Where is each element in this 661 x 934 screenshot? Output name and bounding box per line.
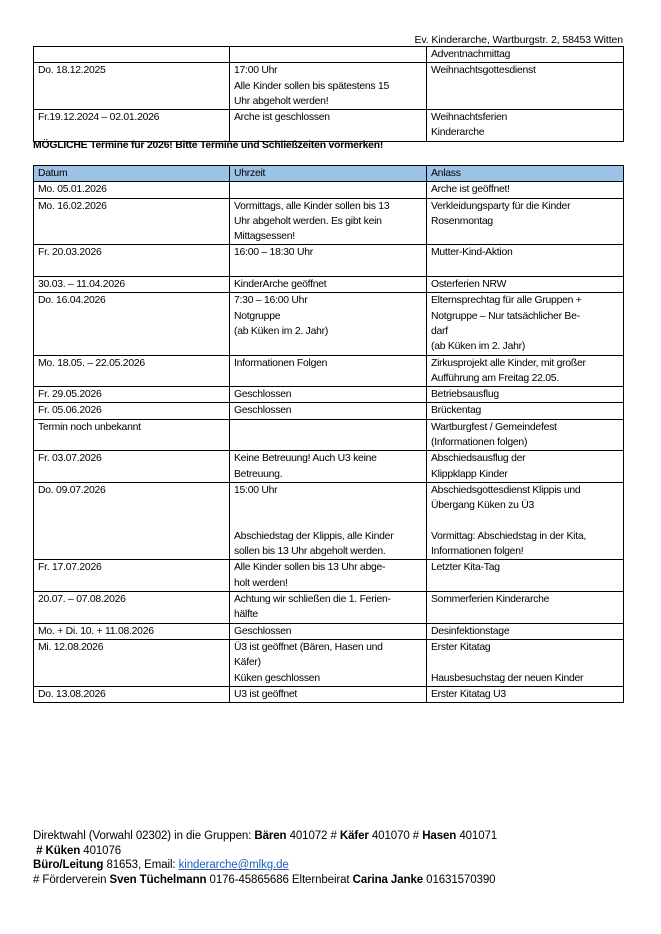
- cell-text: sollen bis 13 Uhr abgeholt werden.: [234, 546, 386, 558]
- cell-uhrzeit: [230, 387, 427, 403]
- column-header-uhrzeit: Uhrzeit: [230, 166, 427, 182]
- cell-uhrzeit: [230, 63, 427, 110]
- cell-text: Kinderarche: [431, 127, 485, 139]
- cell-anlass: [427, 560, 624, 592]
- table-row: [34, 560, 624, 592]
- column-header-anlass: Anlass: [427, 166, 624, 182]
- cell-text: Desinfektionstage: [431, 625, 510, 637]
- office-label: Büro/Leitung: [33, 859, 104, 872]
- cell-uhrzeit: [230, 47, 427, 63]
- cell-text: Küken geschlossen: [234, 672, 320, 684]
- cell-text: Mo. 05.01.2026: [38, 184, 107, 196]
- cell-text: Arche ist geschlossen: [234, 112, 330, 124]
- direct-dial-label: Direktwahl (Vorwahl 02302) in die Gruppen:: [33, 830, 255, 842]
- cell-uhrzeit: [230, 560, 427, 592]
- email-label: , Email:: [137, 859, 179, 872]
- schedule-table-2025: [33, 46, 624, 142]
- cell-datum: [34, 592, 230, 624]
- section-heading: MÖGLICHE Termine für 2026! Bitte Termine und Schließzeiten vormerken!: [33, 140, 384, 151]
- cell-text: Sommerferien Kinderarche: [431, 594, 550, 606]
- cell-text: Abschiedsausflug der: [431, 453, 526, 465]
- cell-text: Do. 16.04.2026: [38, 295, 106, 307]
- cell-anlass: [427, 245, 624, 277]
- group-name: Bären: [254, 830, 287, 842]
- cell-text: Übergang Küken zu Ü3: [431, 500, 535, 512]
- cell-anlass: [427, 451, 624, 483]
- group-name: Hasen: [422, 830, 457, 842]
- group-number: 401076: [83, 844, 122, 857]
- cell-uhrzeit: [230, 110, 427, 142]
- table-row: [34, 63, 624, 110]
- cell-text: Keine Betreuung! Auch U3 keine: [234, 453, 377, 465]
- cell-text: Erster Kitatag U3: [431, 688, 506, 700]
- cell-text: Brückentag: [431, 405, 482, 417]
- cell-uhrzeit: [230, 686, 427, 702]
- cell-text: Do. 18.12.2025: [38, 65, 106, 77]
- table-row: [34, 403, 624, 419]
- cell-uhrzeit: [230, 623, 427, 639]
- cell-text: darf: [431, 325, 448, 337]
- separator: #: [36, 844, 43, 857]
- cell-text: Notgruppe – Nur tatsächlicher Be-: [431, 310, 580, 322]
- table-row: [34, 623, 624, 639]
- cell-uhrzeit: [230, 403, 427, 419]
- group-name: Küken: [45, 844, 81, 857]
- cell-anlass: [427, 182, 624, 198]
- cell-text: Geschlossen: [234, 389, 292, 401]
- table-row: [34, 198, 624, 245]
- cell-text: [431, 514, 623, 529]
- cell-uhrzeit: [230, 592, 427, 624]
- elternbeirat-phone: 01631570390: [426, 873, 496, 886]
- cell-text: Abschiedsgottesdienst Klippis und: [431, 484, 581, 496]
- cell-text: Alle Kinder sollen bis 13 Uhr abge-: [234, 562, 386, 574]
- foerderverein-name: Sven Tüchelmann: [109, 873, 207, 886]
- office-number: 81653: [106, 859, 138, 872]
- cell-text: 17:00 Uhr: [234, 65, 278, 77]
- cell-text: Fr. 17.07.2026: [38, 562, 102, 574]
- cell-text: Weihnachtsferien: [431, 112, 508, 124]
- cell-text: Do. 09.07.2026: [38, 484, 106, 496]
- table-row: [34, 277, 624, 293]
- cell-datum: [34, 277, 230, 293]
- cell-text: [234, 514, 426, 529]
- cell-text: Letzter Kita-Tag: [431, 562, 500, 574]
- cell-anlass: [427, 110, 624, 142]
- cell-text: [38, 47, 229, 62]
- cell-text: 16:00 – 18:30 Uhr: [234, 247, 313, 259]
- cell-text: Do. 13.08.2026: [38, 688, 106, 700]
- cell-datum: [34, 686, 230, 702]
- cell-text: Fr.19.12.2024 – 02.01.2026: [38, 112, 160, 124]
- cell-text: Uhr abgeholt werden. Es gibt kein: [234, 215, 382, 227]
- cell-anlass: [427, 623, 624, 639]
- cell-anlass: [427, 63, 624, 110]
- cell-text: Uhr abgeholt werden!: [234, 95, 329, 107]
- table-row: [34, 47, 624, 63]
- cell-text: Vormittags, alle Kinder sollen bis 13: [234, 200, 390, 212]
- cell-text: [234, 182, 426, 197]
- page-header-address: Ev. Kinderarche, Wartburgstr. 2, 58453 Witten: [414, 34, 623, 46]
- table-row: [34, 419, 624, 451]
- cell-text: [234, 498, 426, 513]
- elternbeirat-name: Carina Janke: [352, 873, 424, 886]
- cell-text: Mittagsessen!: [234, 231, 295, 243]
- table-row: [34, 182, 624, 198]
- cell-text: Osterferien NRW: [431, 279, 507, 291]
- cell-anlass: [427, 639, 624, 686]
- schedule-table-2026: [33, 165, 624, 703]
- cell-anlass: [427, 686, 624, 702]
- cell-text: [234, 420, 426, 435]
- cell-datum: [34, 110, 230, 142]
- cell-anlass: [427, 277, 624, 293]
- cell-datum: [34, 198, 230, 245]
- cell-text: Termin noch unbekannt: [38, 421, 141, 433]
- cell-anlass: [427, 482, 624, 559]
- cell-anlass: [427, 293, 624, 355]
- cell-anlass: [427, 387, 624, 403]
- table-header-row: [34, 166, 624, 182]
- group-number: 401072: [289, 830, 328, 842]
- group-number: 401070: [371, 830, 410, 842]
- cell-text: 15:00 Uhr: [234, 484, 278, 496]
- cell-text: Wartburgfest / Gemeindefest: [431, 421, 557, 433]
- cell-datum: [34, 47, 230, 63]
- cell-text: Notgruppe: [234, 310, 281, 322]
- table-row: [34, 592, 624, 624]
- table-row: [34, 110, 624, 142]
- cell-text: [234, 261, 426, 276]
- cell-text: Informationen folgen!: [431, 546, 524, 558]
- cell-text: Betriebsausflug: [431, 389, 499, 401]
- footer-line-groups: [33, 829, 497, 844]
- footer-line-contacts: [33, 873, 497, 888]
- cell-text: Klippklapp Kinder: [431, 468, 508, 480]
- cell-text: Fr. 05.06.2026: [38, 405, 102, 417]
- cell-text: Informationen Folgen: [234, 357, 328, 369]
- cell-anlass: [427, 355, 624, 387]
- cell-text: Vormittag: Abschiedstag in der Kita,: [431, 530, 587, 542]
- cell-datum: [34, 355, 230, 387]
- foerderverein-label: # Förderverein: [33, 873, 107, 886]
- group-name: Käfer: [339, 830, 369, 842]
- cell-text: Hausbesuchstag der neuen Kinder: [431, 672, 584, 684]
- cell-text: Adventnachmittag: [431, 49, 511, 60]
- cell-text: Ü3 ist geöffnet (Bären, Hasen und: [234, 641, 383, 653]
- cell-anlass: [427, 419, 624, 451]
- cell-uhrzeit: [230, 198, 427, 245]
- cell-text: Verkleidungsparty für die Kinder: [431, 200, 571, 212]
- cell-datum: [34, 403, 230, 419]
- table-row: [34, 686, 624, 702]
- cell-text: holt werden!: [234, 577, 288, 589]
- cell-anlass: [427, 403, 624, 419]
- cell-text: (ab Küken im 2. Jahr): [234, 325, 329, 337]
- footer-line-office: [33, 858, 497, 873]
- cell-text: Weihnachtsgottesdienst: [431, 65, 536, 77]
- table-row: [34, 355, 624, 387]
- cell-text: Geschlossen: [234, 625, 292, 637]
- group-number: 401071: [459, 830, 498, 842]
- cell-text: Mo. 18.05. – 22.05.2026: [38, 357, 145, 369]
- elternbeirat-label: Elternbeirat: [291, 873, 350, 886]
- cell-text: Mi. 12.08.2026: [38, 641, 104, 653]
- table-row: [34, 482, 624, 559]
- cell-text: Geschlossen: [234, 405, 292, 417]
- cell-text: Abschiedstag der Klippis, alle Kinder: [234, 530, 394, 542]
- cell-text: Mo. 16.02.2026: [38, 200, 107, 212]
- table-row: [34, 639, 624, 686]
- cell-datum: [34, 419, 230, 451]
- cell-text: hälfte: [234, 609, 258, 621]
- table-row: [34, 293, 624, 355]
- cell-uhrzeit: [230, 482, 427, 559]
- cell-text: Rosenmontag: [431, 215, 493, 227]
- cell-datum: [34, 182, 230, 198]
- cell-uhrzeit: [230, 293, 427, 355]
- cell-datum: [34, 63, 230, 110]
- email-link[interactable]: kinderarche@mlkg.de: [178, 859, 289, 872]
- cell-text: U3 ist geöffnet: [234, 688, 298, 700]
- cell-uhrzeit: [230, 639, 427, 686]
- cell-text: Zirkusprojekt alle Kinder, mit großer: [431, 357, 586, 369]
- cell-uhrzeit: [230, 451, 427, 483]
- cell-text: Fr. 03.07.2026: [38, 453, 102, 465]
- cell-datum: [34, 623, 230, 639]
- footer-line-kueken: [33, 844, 497, 859]
- cell-text: (Informationen folgen): [431, 437, 528, 449]
- cell-text: Elternsprechtag für alle Gruppen +: [431, 295, 582, 307]
- separator: #: [412, 830, 420, 842]
- cell-datum: [34, 245, 230, 277]
- cell-anlass: [427, 592, 624, 624]
- foerderverein-phone: 0176-45865686: [209, 873, 289, 886]
- cell-anlass: [427, 47, 624, 63]
- table-row: [34, 245, 624, 277]
- cell-uhrzeit: [230, 277, 427, 293]
- cell-text: KinderArche geöffnet: [234, 279, 327, 291]
- cell-datum: [34, 482, 230, 559]
- cell-uhrzeit: [230, 355, 427, 387]
- cell-text: Erster Kitatag: [431, 641, 491, 653]
- cell-text: Mo. + Di. 10. + 11.08.2026: [38, 625, 154, 637]
- cell-text: Fr. 29.05.2026: [38, 389, 102, 401]
- cell-uhrzeit: [230, 419, 427, 451]
- cell-text: Käfer): [234, 657, 261, 669]
- cell-datum: [34, 293, 230, 355]
- cell-text: [431, 655, 623, 670]
- cell-uhrzeit: [230, 182, 427, 198]
- cell-text: Aufführung am Freitag 22.05.: [431, 372, 559, 384]
- table-row: [34, 451, 624, 483]
- cell-anlass: [427, 198, 624, 245]
- cell-text: [234, 47, 426, 62]
- cell-text: Alle Kinder sollen bis spätestens 15: [234, 80, 390, 92]
- table-row: [34, 387, 624, 403]
- cell-text: 7:30 – 16:00 Uhr: [234, 295, 308, 307]
- cell-text: Achtung wir schließen die 1. Ferien-: [234, 594, 391, 606]
- contact-footer: [33, 829, 497, 887]
- column-header-datum: Datum: [34, 166, 230, 182]
- cell-text: Arche ist geöffnet!: [431, 184, 510, 196]
- cell-text: 20.07. – 07.08.2026: [38, 594, 126, 606]
- cell-datum: [34, 639, 230, 686]
- cell-datum: [34, 387, 230, 403]
- separator: #: [330, 830, 337, 842]
- cell-datum: [34, 451, 230, 483]
- cell-text: Betreuung.: [234, 468, 283, 480]
- cell-text: Mutter-Kind-Aktion: [431, 247, 513, 259]
- cell-datum: [34, 560, 230, 592]
- cell-text: (ab Küken im 2. Jahr): [431, 341, 526, 353]
- cell-text: Fr. 20.03.2026: [38, 247, 102, 259]
- cell-text: 30.03. – 11.04.2026: [38, 279, 125, 291]
- cell-uhrzeit: [230, 245, 427, 277]
